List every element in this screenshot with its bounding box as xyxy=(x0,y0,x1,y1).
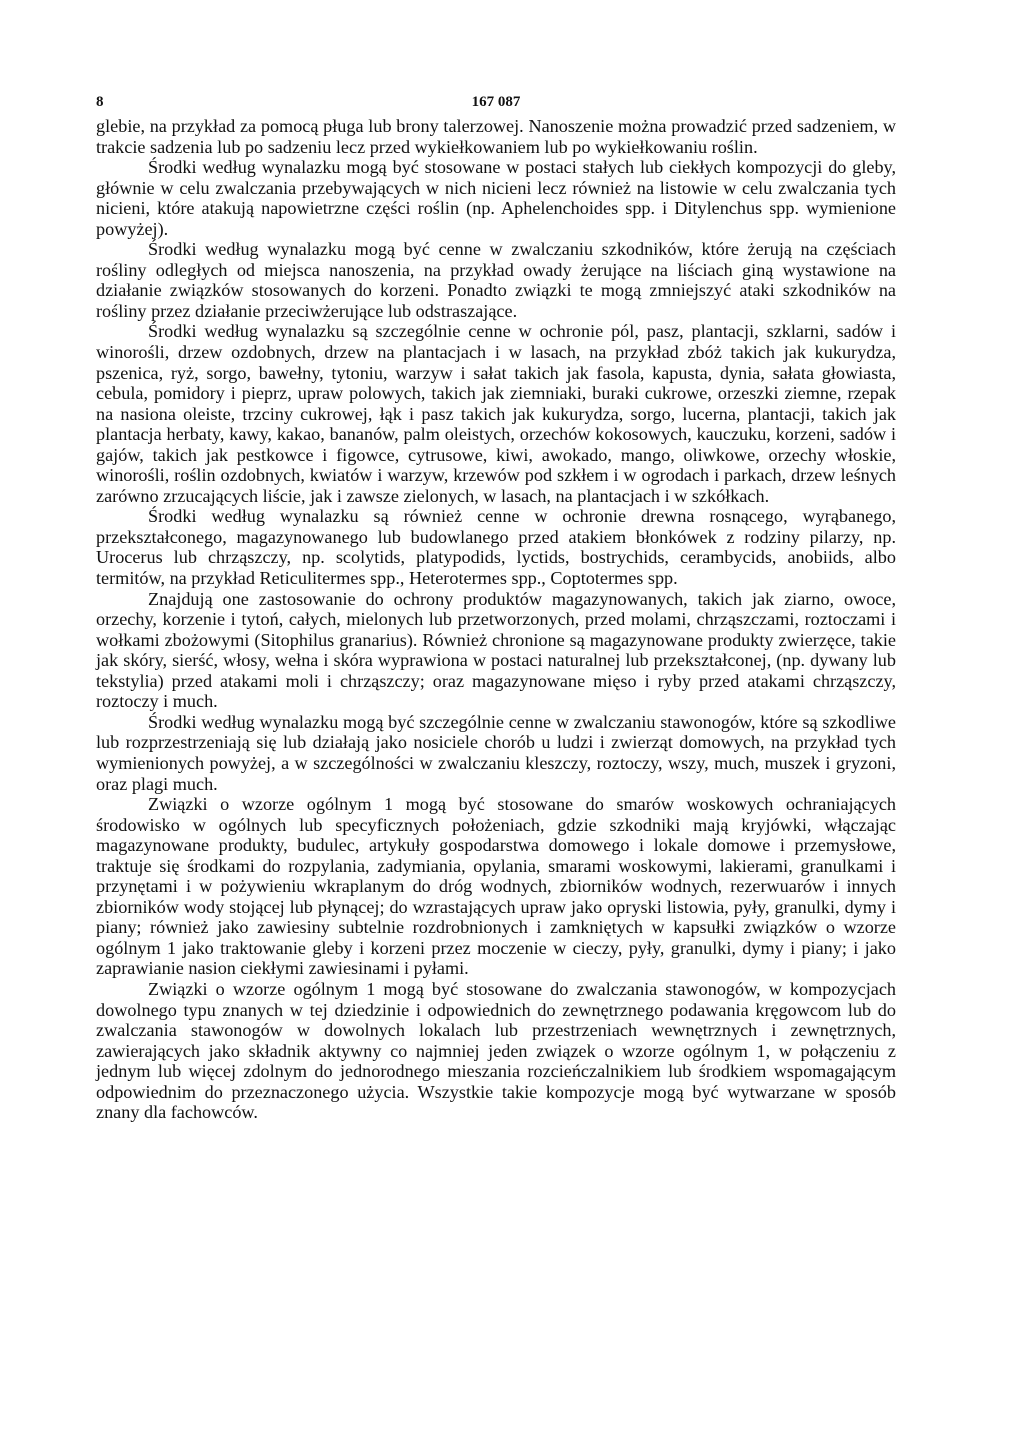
paragraph: Związki o wzorze ogólnym 1 mogą być stosowane do zwalczania stawonogów, w kompozycjach dowolnego typu znanych w tej dziedzinie i odpowiednich do zewnętrznego podawania kręgowcom lub do zwalczania stawonogów w dowolnych lokalach lub przestrzeniach wewnętrznych i zewnętrznych, zawierających jako składnik aktywny co najmniej jeden związek o wzorze ogólnym 1, w połączeniu z jednym lub więcej zdolnym do jednorodnego mieszania rozcieńczalnikiem lub środkiem wspomagającym odpowiednim do przeznaczonego użycia. Wszystkie takie kompozycje mogą być wytwarzane w sposób znany dla fachowców. xyxy=(96,978,896,1123)
patent-number: 167 087 xyxy=(471,94,521,110)
document-page xyxy=(96,86,896,1123)
page-number: 8 xyxy=(96,94,104,110)
page-header xyxy=(96,86,896,116)
paragraph-continuation: glebie, na przykład za pomocą pługa lub brony talerzowej. Nanoszenie można prowadzić przed sadzeniem, w trakcie sadzenia lub po sadzeniu lecz przed wykiełkowaniem lub po wykiełkowaniu roślin. xyxy=(96,116,896,157)
body-text xyxy=(96,116,896,1123)
paragraph: Znajdują one zastosowanie do ochrony produktów magazynowanych, takich jak ziarno, owoce, orzechy, korzenie i tytoń, całych, mielonych lub przetworzonych, przed molami, chrząszczami, roztoczami i wołkami zbożowymi (Sitophilus granarius). Również chronione są magazynowane produkty zwierzęce, takie jak skóry, sierść, włosy, wełna i skóra wyprawiona w postaci naturalnej lub przekształconej, (np. dywany lub tekstylia) przed atakami moli i chrząszczy; oraz magazynowane mięso i ryby przed atakami chrząszczy, roztoczy i much. xyxy=(96,588,896,712)
paragraph: Środki według wynalazku są szczególnie cenne w ochronie pól, pasz, plantacji, szklarni, sadów i winorośli, drzew ozdobnych, drzew na plantacjach i w lasach, na przykład zbóż takich jak kukurydza, pszenica, ryż, sorgo, bawełny, tytoniu, warzyw i sałat takich jak fasola, kapusta, dynia, sałata głowiasta, cebula, pomidory i pieprz, upraw polowych, takich jak ziemniaki, buraki cukrowe, orzeszki ziemne, rzepak na nasiona oleiste, trzciny cukrowej, łąk i pasz takich jak kukurydza, sorgo, lucerna, plantacji, takich jak plantacja herbaty, kawy, kakao, bananów, palm oleistych, orzechów kokosowych, kauczuku, korzeni, sadów i gajów, takich jak pestkowce i figowce, cytrusowe, kiwi, awokado, mango, oliwkowe, orzechy włoskie, winorośli, roślin ozdobnych, kwiatów i warzyw, krzewów pod szkłem i w ogrodach i parkach, drzew leśnych zarówno zrzucających liście, jak i zawsze zielonych, w lasach, na plantacjach i w szkółkach. xyxy=(96,321,896,506)
paragraph: Środki według wynalazku mogą być cenne w zwalczaniu szkodników, które żerują na częściach rośliny odległych od miejsca nanoszenia, na przykład owady żerujące na liściach giną wystawione na działanie związków stosowanych do korzeni. Ponadto związki te mogą zmniejszyć ataki szkodników na rośliny przez działanie przeciwżerujące lub odstraszające. xyxy=(96,239,896,321)
paragraph: Środki według wynalazku mogą być szczególnie cenne w zwalczaniu stawonogów, które są szkodliwe lub rozprzestrzeniają się lub działają jako nosiciele chorób u ludzi i zwierząt domowych, na przykład tych wymienionych powyżej, a w szczególności w zwalczaniu kleszczy, roztoczy, wszy, much, muszek i gryzoni, oraz plagi much. xyxy=(96,711,896,794)
paragraph: Środki według wynalazku mogą być stosowane w postaci stałych lub ciekłych kompozycji do gleby, głównie w celu zwalczania przebywających w nich nicieni lecz również na listowie w celu zwalczania tych nicieni, które atakują napowietrzne części roślin (np. Aphelenchoides spp. i Ditylenchus spp. wymienione powyżej). xyxy=(96,157,896,239)
paragraph: Środki według wynalazku są również cenne w ochronie drewna rosnącego, wyrąbanego, przekształconego, magazynowanego lub budowlanego przed atakiem błonkówek z rodziny pilarzy, np. Urocerus lub chrząszczy, np. scolytids, platypodids, lyctids, bostrychids, cerambycids, anobiids, albo termitów, na przykład Reticulitermes spp., Heterotermes spp., Coptotermes spp. xyxy=(96,506,896,589)
paragraph: Związki o wzorze ogólnym 1 mogą być stosowane do smarów woskowych ochraniających środowisko w ogólnych lub specyficznych położeniach, gdzie szkodniki mają kryjówki, włączając magazynowane produkty, budulec, artykuły gospodarstwa domowego i lokale domowe i przemysłowe, traktuje się środkami do rozpylania, zadymiania, opylania, smarami woskowymi, lakierami, granulkami i przynętami i w pożywieniu wkraplanym do dróg wodnych, zbiorników wodnych, rezerwuarów i innych zbiorników wody stojącej lub płynącej; do wzrastających upraw jako opryski listowia, pyły, granulki, dymy i piany; również jako zawiesiny subtelnie rozdrobnionych i zamkniętych w kapsułki związków o wzorze ogólnym 1 jako traktowanie gleby i korzeni przez moczenie w cieczy, pyły, granulki, dymy i piany; i jako zaprawianie nasion ciekłymi zawiesinami i pyłami. xyxy=(96,794,896,979)
